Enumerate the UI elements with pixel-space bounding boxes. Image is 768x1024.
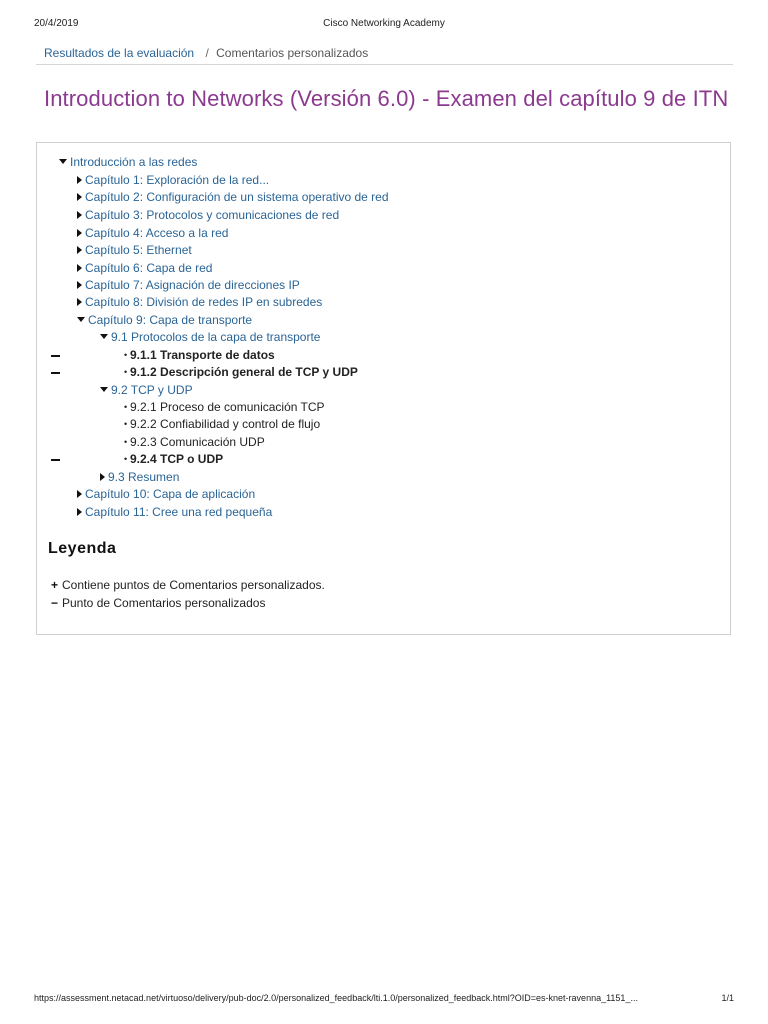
tree-chapter-6[interactable]: [77, 260, 212, 277]
tree-chapter-label[interactable]: Capítulo 6: Capa de red: [85, 261, 213, 275]
tree-section-9-1[interactable]: [100, 329, 320, 346]
tree-item-label: 9.2.1 Proceso de comunicación TCP: [130, 400, 325, 414]
tree-item-label: 9.1.2 Descripción general de TCP y UDP: [130, 365, 358, 379]
tree-chapter-label[interactable]: Capítulo 10: Capa de aplicación: [85, 487, 256, 501]
caret-right-icon[interactable]: [77, 298, 82, 306]
tree-section-label[interactable]: 9.2 TCP y UDP: [111, 383, 193, 397]
feedback-point-icon: [51, 459, 60, 461]
tree-root[interactable]: [59, 154, 197, 171]
breadcrumb-separator: /: [205, 46, 209, 60]
legend-item-label: Contiene puntos de Comentarios personalizados.: [62, 578, 325, 592]
legend-item-feedback-point: [51, 595, 265, 611]
tree-chapter-label[interactable]: Capítulo 3: Protocolos y comunicaciones de red: [85, 208, 340, 222]
tree-chapter-11[interactable]: [77, 504, 272, 521]
tree-chapter-10[interactable]: [77, 486, 255, 503]
tree-section-label[interactable]: 9.3 Resumen: [108, 470, 180, 484]
caret-right-icon[interactable]: [77, 508, 82, 516]
tree-chapter-label[interactable]: Capítulo 5: Ethernet: [85, 243, 192, 257]
tree-chapter-5[interactable]: [77, 242, 192, 259]
feedback-point-icon: [51, 355, 60, 357]
page-title: Introduction to Networks (Versión 6.0) - Examen del capítulo 9 de ITN: [44, 86, 729, 111]
tree-item-9-2-1: [124, 399, 325, 416]
tree-item-9-2-3: [124, 434, 265, 451]
tree-chapter-label[interactable]: Capítulo 2: Configuración de un sistema operativo de red: [85, 190, 389, 204]
tree-item-label: 9.2.4 TCP o UDP: [130, 452, 224, 466]
caret-down-icon[interactable]: [100, 334, 108, 339]
tree-chapter-label[interactable]: Capítulo 8: División de redes IP en subredes: [85, 295, 323, 309]
print-site-title: Cisco Networking Academy: [323, 18, 445, 29]
bullet-icon: •: [124, 402, 128, 412]
caret-down-icon[interactable]: [77, 317, 85, 322]
legend-title: Leyenda: [48, 540, 117, 557]
tree-chapter-3[interactable]: [77, 207, 339, 224]
caret-right-icon[interactable]: [100, 473, 105, 481]
breadcrumb-current: Comentarios personalizados: [216, 46, 369, 60]
caret-right-icon[interactable]: [77, 176, 82, 184]
tree-chapter-label[interactable]: Capítulo 1: Exploración de la red...: [85, 173, 270, 187]
caret-down-icon[interactable]: [59, 159, 67, 164]
tree-chapter-1[interactable]: [77, 172, 269, 189]
tree-item-9-2-4: [124, 451, 223, 468]
tree-chapter-7[interactable]: [77, 277, 300, 294]
tree-chapter-label[interactable]: Capítulo 9: Capa de transporte: [88, 313, 253, 327]
tree-root-label[interactable]: Introducción a las redes: [70, 155, 198, 169]
bullet-icon: •: [124, 454, 128, 464]
tree-chapter-9[interactable]: [77, 312, 252, 329]
print-date: 20/4/2019: [34, 18, 79, 29]
tree-section-9-3[interactable]: [100, 469, 179, 486]
tree-chapter-label[interactable]: Capítulo 4: Acceso a la red: [85, 226, 229, 240]
bullet-icon: •: [124, 367, 128, 377]
bullet-icon: •: [124, 350, 128, 360]
minus-icon: −: [51, 596, 59, 610]
tree-chapter-label[interactable]: Capítulo 7: Asignación de direcciones IP: [85, 278, 300, 292]
breadcrumb-link-results[interactable]: Resultados de la evaluación: [44, 46, 195, 60]
caret-right-icon[interactable]: [77, 211, 82, 219]
tree-item-label: 9.2.2 Confiabilidad y control de flujo: [130, 417, 321, 431]
bullet-icon: •: [124, 419, 128, 429]
tree-item-label: 9.2.3 Comunicación UDP: [130, 435, 265, 449]
tree-item-9-2-2: [124, 416, 320, 433]
tree-chapter-label[interactable]: Capítulo 11: Cree una red pequeña: [85, 505, 273, 519]
tree-chapter-4[interactable]: [77, 225, 228, 242]
caret-right-icon[interactable]: [77, 264, 82, 272]
caret-right-icon[interactable]: [77, 246, 82, 254]
caret-right-icon[interactable]: [77, 229, 82, 237]
tree-section-label[interactable]: 9.1 Protocolos de la capa de transporte: [111, 330, 321, 344]
tree-section-9-2[interactable]: [100, 382, 193, 399]
caret-right-icon[interactable]: [77, 281, 82, 289]
tree-item-9-1-2: [124, 364, 358, 381]
legend-item-label: Punto de Comentarios personalizados: [62, 596, 266, 610]
print-url: https://assessment.netacad.net/virtuoso/delivery/pub-doc/2.0/personalized_feedback/lti.1.0/personalized_feedback.html?OID=es-knet-ravenna_1151_...: [34, 993, 638, 1003]
feedback-point-icon: [51, 372, 60, 374]
print-page-count: 1/1: [721, 993, 734, 1003]
breadcrumb: [44, 46, 368, 60]
header-divider: [36, 64, 733, 65]
caret-right-icon[interactable]: [77, 193, 82, 201]
legend-item-contains-points: [51, 577, 325, 593]
tree-chapter-8[interactable]: [77, 294, 322, 311]
plus-icon: +: [51, 578, 59, 592]
caret-down-icon[interactable]: [100, 387, 108, 392]
caret-right-icon[interactable]: [77, 490, 82, 498]
tree-item-label: 9.1.1 Transporte de datos: [130, 348, 275, 362]
tree-chapter-2[interactable]: [77, 189, 389, 206]
tree-item-9-1-1: [124, 347, 275, 364]
bullet-icon: •: [124, 437, 128, 447]
